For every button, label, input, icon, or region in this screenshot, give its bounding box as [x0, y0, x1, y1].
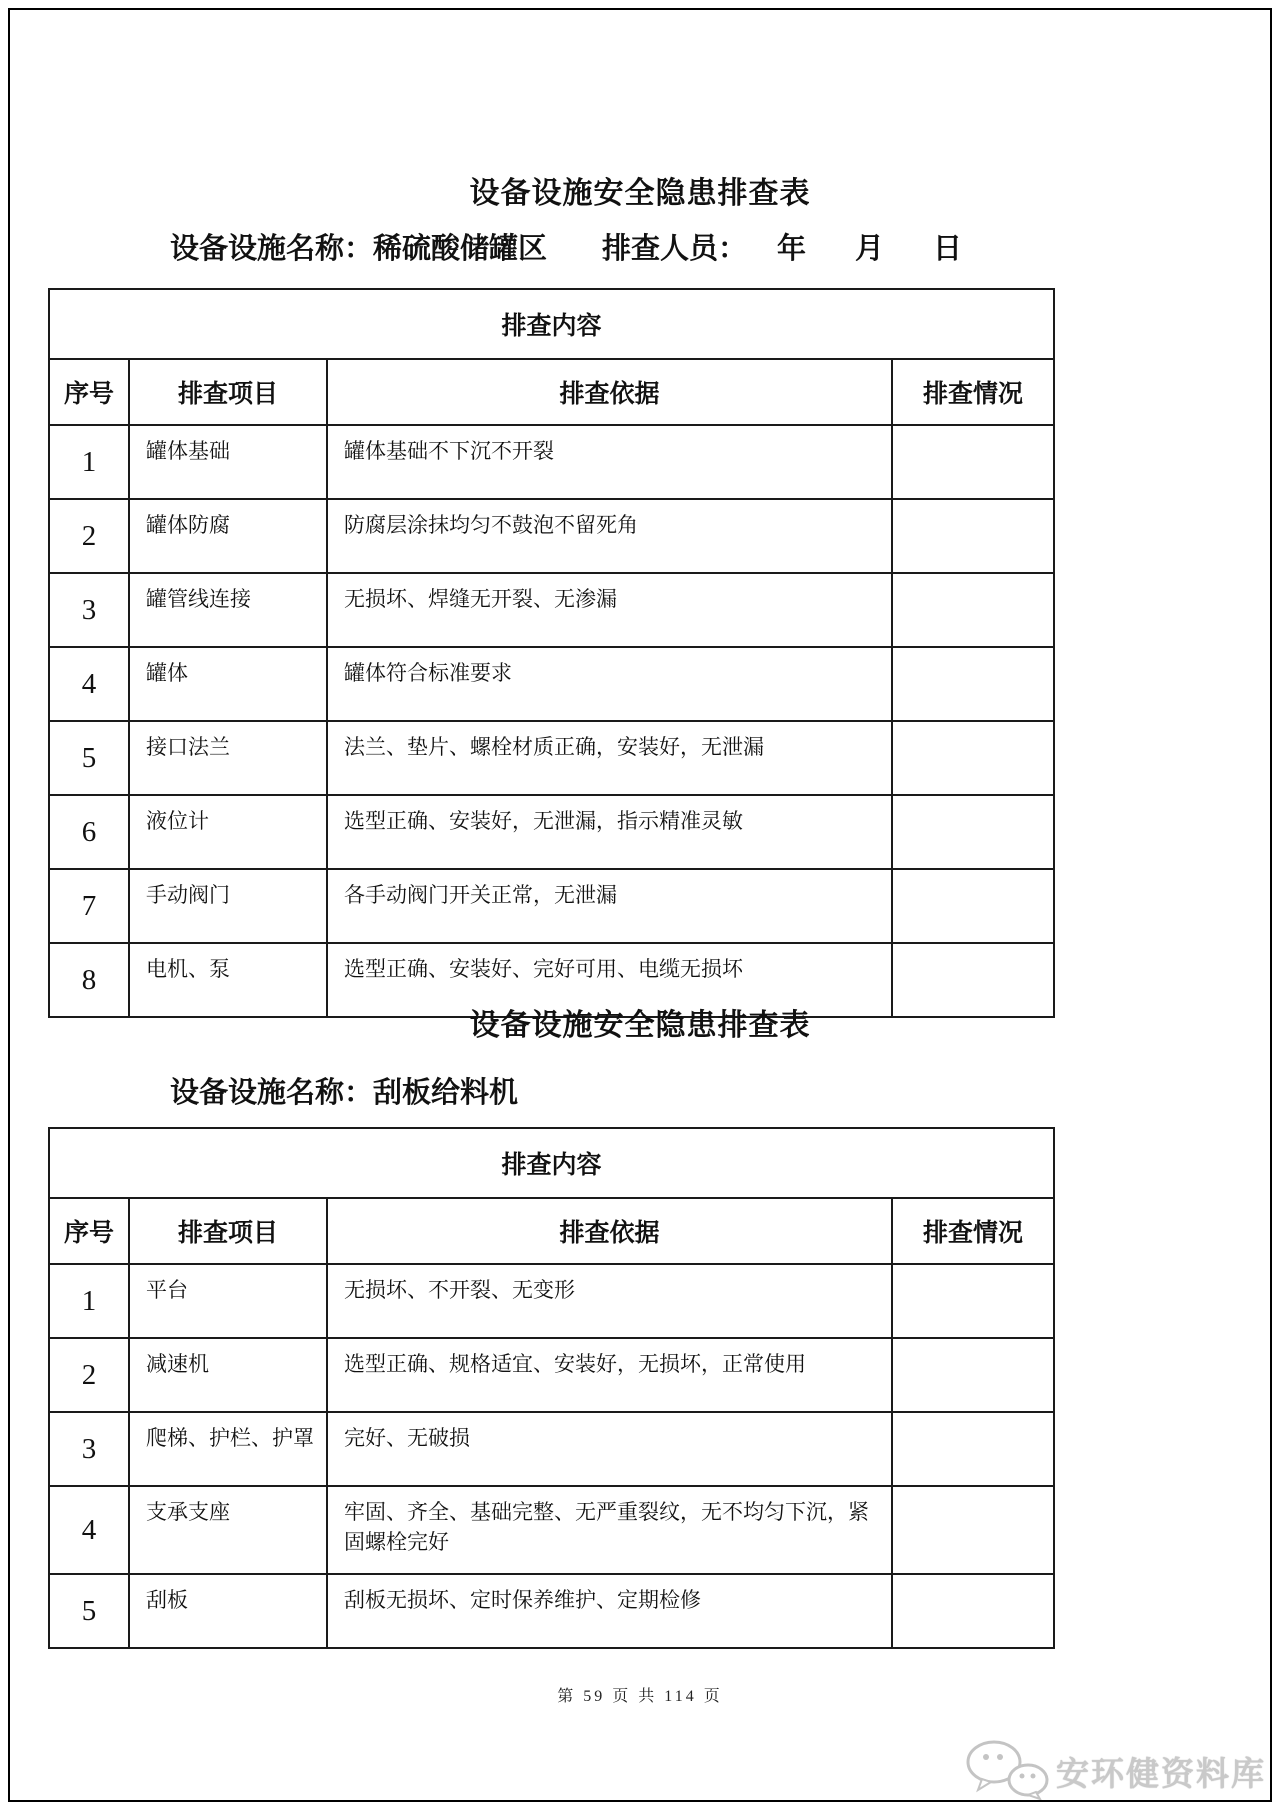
row-status — [892, 573, 1054, 647]
col-header-item: 排查项目 — [129, 359, 327, 425]
row-status — [892, 795, 1054, 869]
col-header-no: 序号 — [49, 359, 129, 425]
table-row — [49, 573, 1054, 647]
row-basis: 选型正确、规格适宜、安装好，无损坏，正常使用 — [327, 1338, 892, 1412]
row-status — [892, 1574, 1054, 1648]
table2-span-header-row — [49, 1128, 1054, 1198]
table-row — [49, 647, 1054, 721]
table-row — [49, 869, 1054, 943]
row-status — [892, 1486, 1054, 1574]
row-item: 液位计 — [129, 795, 327, 869]
col-header-basis: 排查依据 — [327, 1198, 892, 1264]
table1-content-header: 排查内容 — [49, 289, 1054, 359]
row-no: 8 — [49, 943, 129, 1017]
col-header-no: 序号 — [49, 1198, 129, 1264]
row-basis: 完好、无破损 — [327, 1412, 892, 1486]
table2-column-header-row — [49, 1198, 1054, 1264]
equipment-name-label: 设备设施名称：刮板给料机 — [170, 1077, 519, 1109]
row-item: 接口法兰 — [129, 721, 327, 795]
page-number: 第 59 页 共 114 页 — [557, 1688, 723, 1705]
row-status — [892, 425, 1054, 499]
row-basis: 刮板无损坏、定时保养维护、定期检修 — [327, 1574, 892, 1648]
table1-column-header-row — [49, 359, 1054, 425]
row-item: 爬梯、护栏、护罩 — [129, 1412, 327, 1486]
row-no: 6 — [49, 795, 129, 869]
row-no: 2 — [49, 1338, 129, 1412]
inspection-table-2 — [48, 1127, 1055, 1649]
row-basis: 无损坏、焊缝无开裂、无渗漏 — [327, 573, 892, 647]
watermark — [964, 1738, 1266, 1805]
equipment-name-label: 设备设施名称：稀硫酸储罐区 — [170, 233, 548, 265]
col-header-status: 排查情况 — [892, 1198, 1054, 1264]
row-basis: 法兰、垫片、螺栓材质正确，安装好，无泄漏 — [327, 721, 892, 795]
section2-subtitle — [170, 1070, 518, 1111]
table-row — [49, 499, 1054, 573]
table-row — [49, 721, 1054, 795]
watermark-text: 安环健资料库 — [1056, 1755, 1266, 1792]
table-row — [49, 795, 1054, 869]
table-row — [49, 1264, 1054, 1338]
col-header-item: 排查项目 — [129, 1198, 327, 1264]
row-status — [892, 721, 1054, 795]
wechat-icon — [964, 1738, 1050, 1805]
row-no: 5 — [49, 721, 129, 795]
row-item: 手动阀门 — [129, 869, 327, 943]
row-item: 罐体 — [129, 647, 327, 721]
row-basis: 选型正确、安装好、完好可用、电缆无损坏 — [327, 943, 892, 1017]
table2-content-header: 排查内容 — [49, 1128, 1054, 1198]
row-item: 刮板 — [129, 1574, 327, 1648]
row-basis: 罐体基础不下沉不开裂 — [327, 425, 892, 499]
row-no: 1 — [49, 425, 129, 499]
row-no: 3 — [49, 1412, 129, 1486]
row-item: 电机、泵 — [129, 943, 327, 1017]
table-row — [49, 1412, 1054, 1486]
row-item: 罐体基础 — [129, 425, 327, 499]
row-no: 5 — [49, 1574, 129, 1648]
table-row — [49, 1574, 1054, 1648]
row-item: 支承支座 — [129, 1486, 327, 1574]
inspector-label: 排查人员： — [602, 233, 748, 265]
table1-span-header-row — [49, 289, 1054, 359]
row-basis: 无损坏、不开裂、无变形 — [327, 1264, 892, 1338]
col-header-basis: 排查依据 — [327, 359, 892, 425]
row-status — [892, 499, 1054, 573]
row-no: 4 — [49, 1486, 129, 1574]
section1-title: 设备设施安全隐患排查表 — [469, 177, 811, 210]
row-basis: 牢固、齐全、基础完整、无严重裂纹，无不均匀下沉，紧固螺栓完好 — [327, 1486, 892, 1574]
row-status — [892, 1338, 1054, 1412]
row-status — [892, 1264, 1054, 1338]
row-item: 罐管线连接 — [129, 573, 327, 647]
table-row — [49, 425, 1054, 499]
row-status — [892, 647, 1054, 721]
row-basis: 各手动阀门开关正常，无泄漏 — [327, 869, 892, 943]
row-basis: 罐体符合标准要求 — [327, 647, 892, 721]
row-no: 1 — [49, 1264, 129, 1338]
table-row — [49, 1486, 1054, 1574]
row-no: 7 — [49, 869, 129, 943]
row-item: 减速机 — [129, 1338, 327, 1412]
section1-subtitle — [170, 226, 1170, 267]
row-no: 2 — [49, 499, 129, 573]
row-status — [892, 1412, 1054, 1486]
row-item: 平台 — [129, 1264, 327, 1338]
row-basis: 选型正确、安装好，无泄漏，指示精准灵敏 — [327, 795, 892, 869]
table-row — [49, 1338, 1054, 1412]
row-basis: 防腐层涂抹均匀不鼓泡不留死角 — [327, 499, 892, 573]
section2-title: 设备设施安全隐患排查表 — [469, 1009, 811, 1042]
row-item: 罐体防腐 — [129, 499, 327, 573]
row-no: 3 — [49, 573, 129, 647]
col-header-status: 排查情况 — [892, 359, 1054, 425]
row-status — [892, 869, 1054, 943]
date-label: 年 月 日 — [777, 233, 973, 265]
row-no: 4 — [49, 647, 129, 721]
inspection-table-1 — [48, 288, 1055, 1018]
